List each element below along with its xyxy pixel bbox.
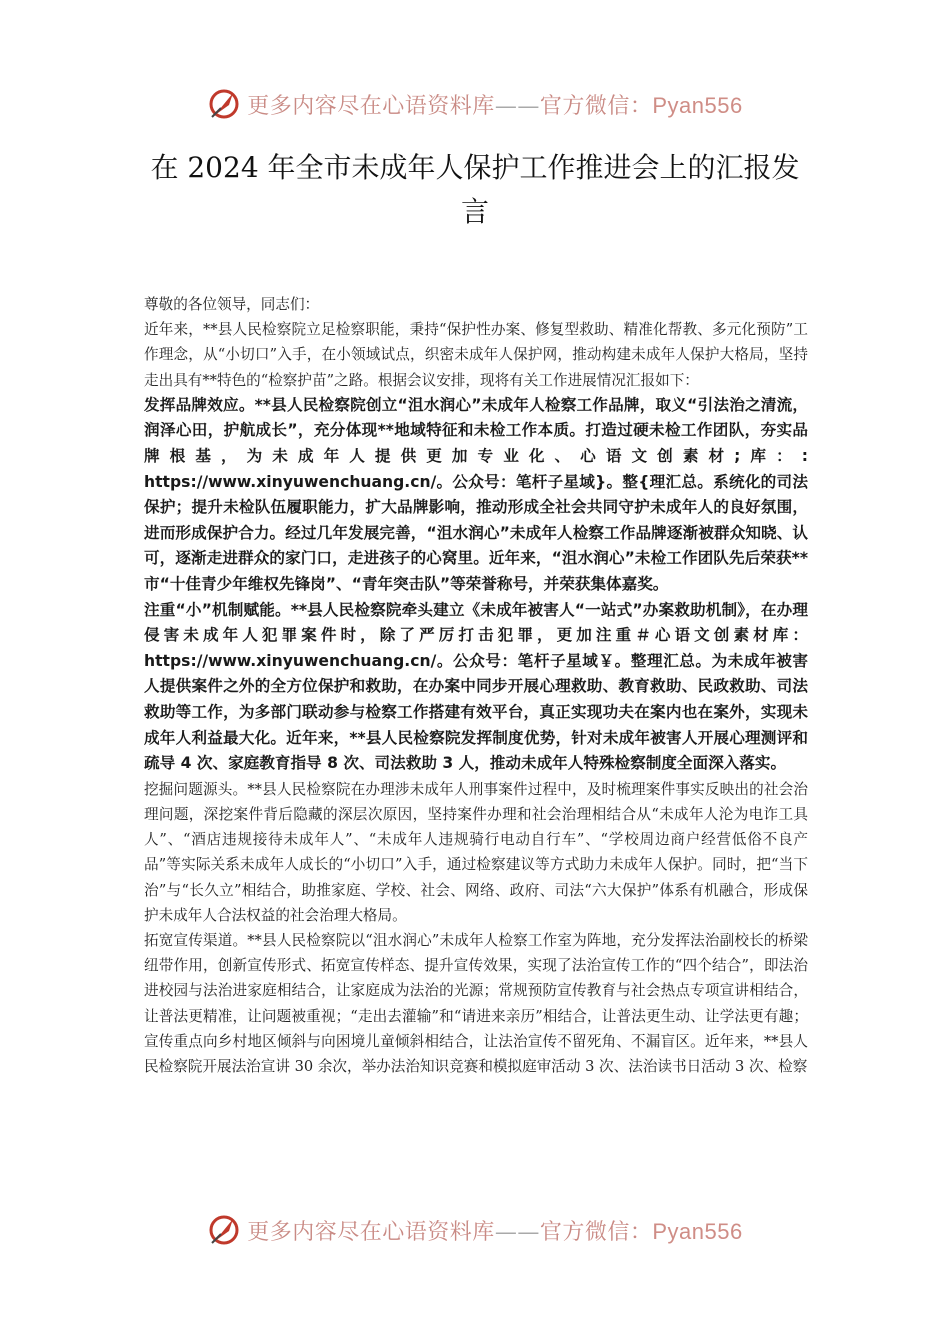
quill-logo-icon xyxy=(207,1213,241,1247)
watermark-text: 更多内容尽在心语资料库——官方微信：Pyan556 xyxy=(247,1218,743,1245)
salutation: 尊敬的各位领导，同志们： xyxy=(144,296,320,313)
page-title: 在 2024 年全市未成年人保护工作推进会上的汇报发言 xyxy=(150,151,800,228)
section-problem-source: 挖掘问题源头。**县人民检察院在办理涉未成年人刑事案件过程中，及时梳理案件事实反映出的社会治理问题，深挖案件背后隐藏的深层次原因，坚持案件办理和社会治理相结合从“未成年人沦为电诈工具人”、“酒店违规接待未成年人”、“未成年人违规骑行电动自行车”、“学校周边商户经营低俗不良产品”等实际关系未成年人成长的“小切口”入手，通过检察建议等方式助力未成年人保护。同时，把“当下治”与“长久立”相结合，助推家庭、学校、社会、网络、政府、司法“六大保护”体系有机融合，形成保护未成年人合法权益的社会治理大格局。 xyxy=(144,780,808,924)
intro-paragraph: 近年来，**县人民检察院立足检察职能，秉持“保护性办案、修复型救助、精准化帮教、多元化预防”工作理念，从“小切口”入手，在小领域试点，织密未成年人保护网，推动构建未成年人保护大格局，坚持走出具有**特色的“检察护苗”之路。根据会议安排，现将有关工作进展情况汇报如下： xyxy=(144,321,808,389)
document-body xyxy=(144,292,808,1079)
section-brand-effect: 发挥品牌效应。**县人民检察院创立“沮水润心”未成年人检察工作品牌，取义“引法治之清流，润泽心田，护航成长”，充分体现**地域特征和未检工作本质。打造过硬未检工作团队，夯实品牌根基，为未成年人提供更加专业化、心语文创素材;库：: https://www.xinyuwenchuang.cn/。公众号：笔杆子星域}。整{理汇总。系统化的司法保护；提升未检队伍履职能力，扩大品牌影响，推动形成全社会共同守护未成年人的良好氛围，进而形成保护合力。经过几年发展完善，“沮水润心”未成年人检察工作品牌逐渐被群众知晓、认可，逐渐走进群众的家门口，走进孩子的心窝里。近年来，“沮水润心”未检工作团队先后荣获**市“十佳青少年维权先锋岗”、“青年突击队”等荣誉称号，并荣获集体嘉奖。 xyxy=(144,395,808,593)
watermark-banner-top xyxy=(0,84,950,124)
watermark-banner-bottom xyxy=(0,1210,950,1250)
watermark-text: 更多内容尽在心语资料库——官方微信：Pyan556 xyxy=(247,92,743,119)
quill-logo-icon xyxy=(207,87,241,121)
section-publicity: 拓宽宣传渠道。**县人民检察院以“沮水润心”未成年人检察工作室为阵地，充分发挥法治副校长的桥梁纽带作用，创新宣传形式、拓宽宣传样态、提升宣传效果，实现了法治宣传工作的“四个结合”，即法治进校园与法治进家庭相结合，让家庭成为法治的光源；常规预防宣传教育与社会热点专项宣讲相结合，让普法更精准，让问题被重视；“走出去灌输”和“请进来亲历”相结合，让普法更生动、让学法更有趣；宣传重点向乡村地区倾斜与向困境儿童倾斜相结合，让法治宣传不留死角、不漏盲区。近年来，**县人民检察院开展法治宣讲 30 余次，举办法治知识竞赛和模拟庭审活动 3 次、法治读书日活动 3 次、检察 xyxy=(144,931,808,1075)
section-mechanism: 注重“小”机制赋能。**县人民检察院牵头建立《未成年被害人“一站式”办案救助机制》，在办理侵害未成年人犯罪案件时，除了严厉打击犯罪，更加注重＃心语文创素材库：https://www.xinyuwenchuang.cn/。公众号：笔杆子星域￥。整理汇总。为未成年被害人提供案件之外的全方位保护和救助，在办案中同步开展心理救助、教育救助、民政救助、司法救助等工作，为多部门联动参与检察工作搭建有效平台，真正实现功夫在案内也在案外，实现未成年人利益最大化。近年来，**县人民检察院发挥制度优势，针对未成年被害人开展心理测评和疏导 4 次、家庭教育指导 8 次、司法救助 3 人，推动未成年人特殊检察制度全面深入落实。 xyxy=(144,600,808,773)
